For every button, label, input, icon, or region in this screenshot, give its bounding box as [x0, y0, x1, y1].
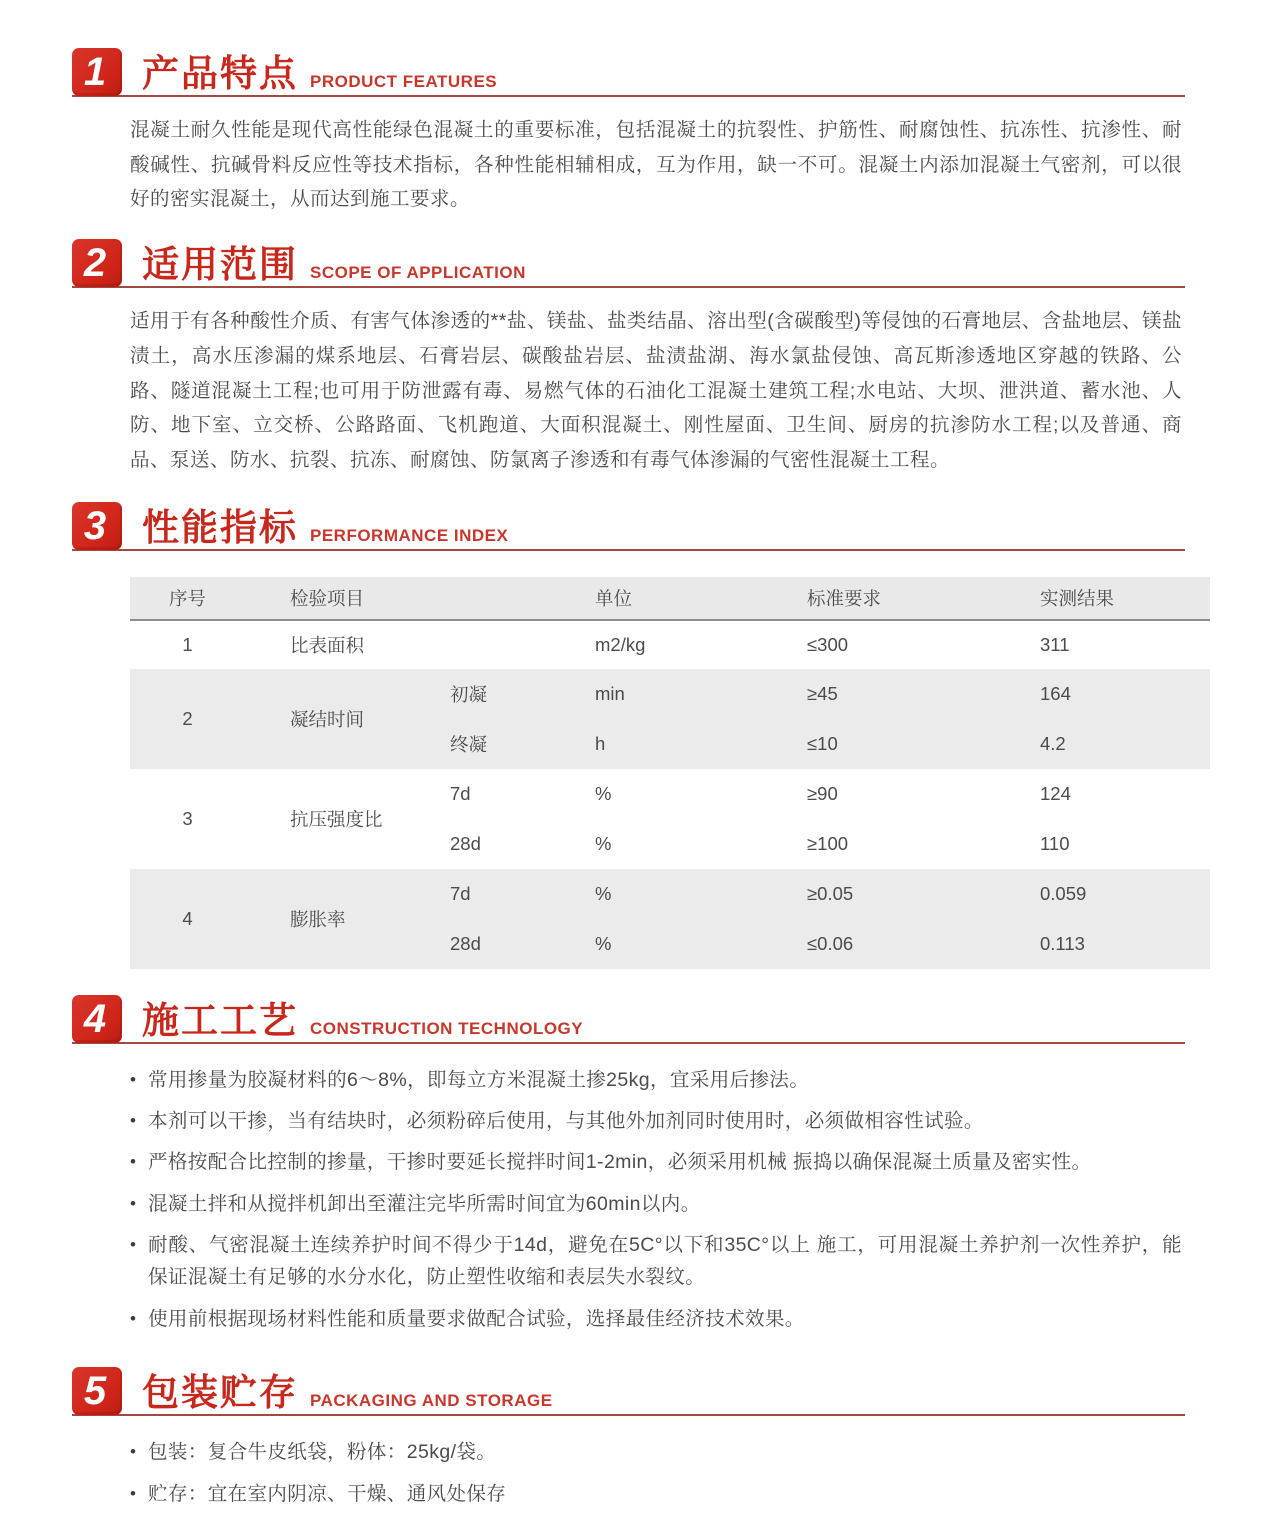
features-paragraph: 混凝土耐久性能是现代高性能绿色混凝土的重要标准，包括混凝土的抗裂性、护筋性、耐腐蚀性、抗冻性、抗渗性、耐酸碱性、抗碱骨料反应性等技术指标，各种性能相辅相成，互为作用，缺一不可。混凝土内添加混凝土气密剂，可以很好的密实混凝土，从而达到施工要求。: [130, 119, 1182, 211]
table-cell-standard: ≤300: [807, 633, 849, 655]
section-subtitle: PERFORMANCE INDEX: [310, 525, 509, 545]
section-number-badge: [72, 48, 122, 96]
bullet-dot-icon: •: [130, 1110, 137, 1130]
list-item: [130, 1105, 1182, 1137]
table-row-group: [130, 621, 1210, 669]
section-scope-of-application: [0, 239, 1280, 478]
section-title: 适用范围: [142, 244, 298, 286]
table-cell-standard: ≥90: [807, 782, 838, 804]
list-item: [130, 1229, 1182, 1294]
section-construction-technology: [0, 995, 1280, 1336]
section-subtitle: PRODUCT FEATURES: [310, 72, 498, 91]
table-header-no: 序号: [168, 587, 206, 609]
table-cell-unit: min: [595, 682, 625, 704]
table-body: [130, 621, 1210, 969]
section-number: 1: [83, 50, 107, 94]
table-cell-result: 110: [1040, 832, 1070, 854]
packaging-bullet-list: [130, 1436, 1182, 1510]
table-cell-unit: %: [595, 832, 612, 854]
bullet-dot-icon: •: [130, 1152, 137, 1172]
table-cell-result: 124: [1040, 782, 1071, 804]
table-cell-sub: 7d: [450, 782, 471, 804]
table-header-standard: 标准要求: [807, 587, 882, 609]
section-number-badge: [72, 239, 122, 287]
section-number-badge: [72, 502, 122, 550]
table-cell-standard: ≥0.05: [807, 882, 854, 904]
table-cell-no: 4: [182, 907, 193, 929]
table-header-item: 检验项目: [290, 587, 365, 609]
section-subtitle: CONSTRUCTION TECHNOLOGY: [310, 1018, 584, 1038]
section-header: [72, 239, 1185, 288]
table-header-result: 实测结果: [1040, 587, 1115, 609]
section-product-features: [0, 48, 1280, 217]
list-item: [130, 1303, 1182, 1335]
section-subtitle: SCOPE OF APPLICATION: [310, 263, 526, 283]
bullet-dot-icon: •: [130, 1442, 137, 1462]
table-cell-unit: %: [595, 932, 612, 954]
table-cell-sub: 终凝: [450, 733, 488, 755]
section-header: [72, 1367, 1185, 1416]
bullet-dot-icon: •: [130, 1193, 137, 1213]
section-packaging-and-storage: [0, 1367, 1280, 1510]
table-cell-result: 311: [1040, 633, 1070, 655]
bullet-dot-icon: •: [130, 1483, 137, 1503]
table-cell-result: 0.059: [1040, 882, 1087, 904]
section-header: [72, 48, 1185, 97]
bullet-dot-icon: •: [130, 1235, 137, 1255]
section-title: 产品特点: [142, 53, 298, 94]
section-number-badge: [72, 995, 122, 1043]
application-paragraph: 适用于有各种酸性介质、有害气体渗透的**盐、镁盐、盐类结晶、溶出型(含碳酸型)等侵蚀的石膏地层、含盐地层、镁盐渍土，高水压渗漏的煤系地层、石膏岩层、碳酸盐岩层、盐渍盐湖、海水氯盐侵蚀、高瓦斯渗透地区穿越的铁路、公路、隧道混凝土工程;也可用于防泄露有毒、易燃气体的石油化工混凝土建筑工程;水电站、大坝、泄洪道、蓄水池、人防、地下室、立交桥、公路路面、飞机跑道、大面积混凝土、刚性屋面、卫生间、厨房的抗渗防水工程;以及普通、商品、泵送、防水、抗裂、抗冻、耐腐蚀、防氯离子渗透和有毒气体渗漏的气密性混凝土工程。: [130, 310, 1182, 471]
table-cell-sub: 28d: [450, 932, 481, 954]
table-cell-no: 2: [182, 707, 193, 729]
table-header-row: [130, 577, 1210, 621]
list-item: [130, 1146, 1182, 1178]
list-item: [130, 1188, 1182, 1220]
list-item-text: 贮存：宜在室内阴凉、干燥、通风处保存: [148, 1482, 507, 1505]
table-cell-item: 凝结时间: [290, 708, 365, 730]
table-cell-unit: %: [595, 782, 612, 804]
table-cell-standard: ≤0.06: [807, 932, 854, 954]
table-cell-result: 4.2: [1040, 732, 1066, 754]
table-cell-unit: h: [595, 732, 606, 754]
section-subtitle: PACKAGING AND STORAGE: [310, 1391, 553, 1411]
table-cell-unit: m2/kg: [595, 633, 646, 655]
table-cell-no: 1: [182, 633, 193, 655]
table-header-unit: 单位: [595, 587, 633, 609]
list-item: [130, 1436, 1182, 1468]
section-number: 4: [83, 996, 107, 1041]
table-cell-sub: 初凝: [450, 683, 488, 705]
section-number: 2: [83, 241, 107, 286]
section-performance-index: [0, 502, 1280, 969]
list-item-text: 本剂可以干掺，当有结块时，必须粉碎后使用，与其他外加剂同时使用时，必须做相容性试验。: [148, 1109, 984, 1132]
table-cell-item: 膨胀率: [290, 908, 346, 930]
table-cell-item: 抗压强度比: [290, 808, 383, 830]
table-cell-sub: 7d: [450, 882, 471, 904]
table-cell-standard: ≥45: [807, 682, 838, 704]
list-item-text: 常用掺量为胶凝材料的6～8%，即每立方米混凝土掺25kg，宜采用后掺法。: [148, 1068, 810, 1091]
table-cell-unit: %: [595, 882, 612, 904]
section-title: 施工工艺: [142, 999, 298, 1041]
list-item-text: 混凝土拌和从搅拌机卸出至灌注完毕所需时间宜为60min以内。: [148, 1192, 701, 1215]
table-cell-no: 3: [182, 807, 193, 829]
list-item-text: 耐酸、气密混凝土连续养护时间不得少于14d，避免在5C°以下和35C°以上 施工，可用混凝土养护剂一次性养护，能保证混凝土有足够的水分水化，防止塑性收缩和表层失水裂纹。: [148, 1234, 1182, 1289]
section-header: [72, 995, 1185, 1044]
bullet-dot-icon: •: [130, 1308, 137, 1328]
table-row-group: [130, 869, 1210, 969]
table-cell-standard: ≥100: [807, 832, 849, 854]
section-title: 包装贮存: [142, 1372, 298, 1414]
table-cell-result: 0.113: [1040, 932, 1085, 954]
list-item-text: 包装：复合牛皮纸袋，粉体：25kg/袋。: [148, 1441, 497, 1464]
bullet-dot-icon: •: [130, 1069, 137, 1089]
list-item: [130, 1064, 1182, 1096]
section-header: [72, 502, 1185, 551]
list-item-text: 使用前根据现场材料性能和质量要求做配合试验，选择最佳经济技术效果。: [148, 1307, 805, 1330]
section-number-badge: [72, 1367, 122, 1415]
list-item-text: 严格按配合比控制的掺量，干掺时要延长搅拌时间1-2min，必须采用机械 振捣以确保混凝土质量及密实性。: [148, 1151, 1092, 1174]
construction-bullet-list: [130, 1064, 1182, 1336]
table-cell-result: 164: [1040, 682, 1071, 704]
section-number: 5: [83, 1369, 107, 1414]
list-item: [130, 1478, 1182, 1510]
table-row-group: [130, 669, 1210, 769]
table-cell-sub: 28d: [450, 832, 481, 854]
table-cell-standard: ≤10: [807, 732, 838, 754]
section-number: 3: [83, 503, 107, 548]
performance-table: [130, 577, 1210, 969]
table-cell-item: 比表面积: [290, 634, 365, 656]
table-row-group: [130, 769, 1210, 869]
section-title: 性能指标: [142, 506, 298, 548]
